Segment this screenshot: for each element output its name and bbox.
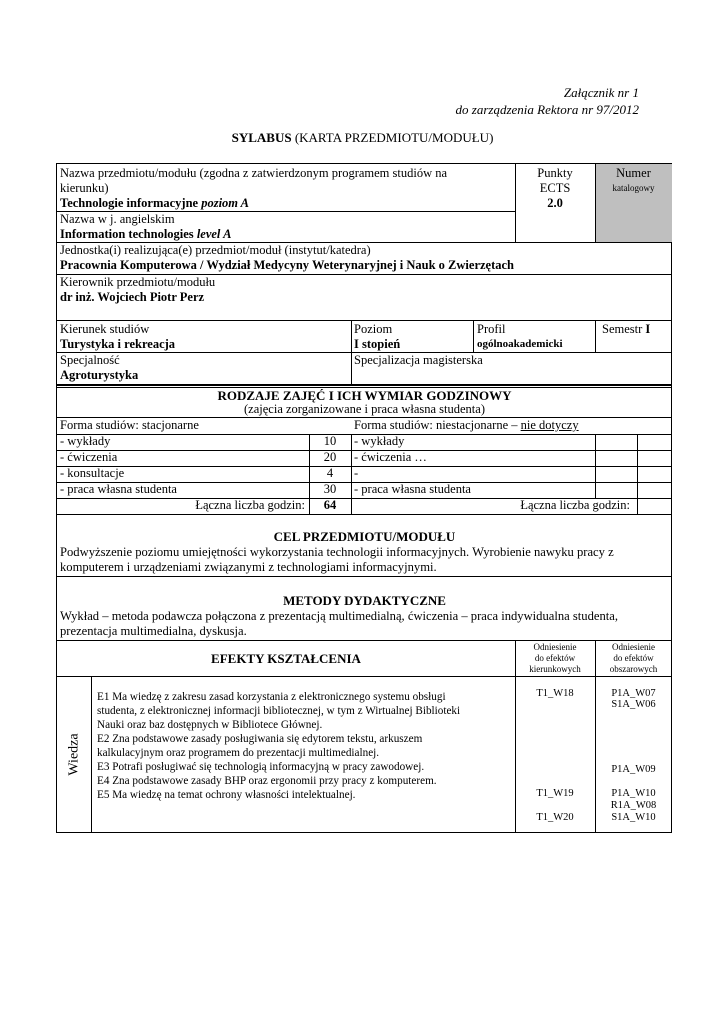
title-bold: SYLABUS <box>231 130 292 145</box>
goal-title: CEL PRZEDMIOTU/MODUŁU <box>273 529 456 544</box>
semester-label: Semestr <box>602 322 643 336</box>
kier-code: T1_W19 <box>536 788 574 799</box>
effects-title: EFEKTY KSZTAŁCENIA <box>211 651 361 666</box>
kier-header-2: do efektów <box>534 653 576 663</box>
rector-order: do zarządzenia Rektora nr 97/2012 <box>455 102 639 117</box>
semester <box>602 322 650 337</box>
hours-row-left: - praca własna studenta <box>60 482 177 496</box>
course-name-label-1: Nazwa przedmiotu/modułu (zgodna z zatwierdzonym programem studiów na <box>60 166 448 180</box>
effect-line: E4 Zna podstawowe zasady BHP oraz ergonomii przy pracy z komputerem. <box>97 775 437 787</box>
obsz-code: P1A_W09 <box>611 764 656 775</box>
ects-label-2: ECTS <box>539 181 571 195</box>
methods-title: METODY DYDAKTYCZNE <box>283 593 446 608</box>
hours-title: RODZAJE ZAJĘĆ I ICH WYMIAR GODZINOWY <box>217 388 512 403</box>
obsz-code: P1A_W07 <box>611 688 656 699</box>
hours-row-right: - praca własna studenta <box>354 482 471 496</box>
hours-row-right: - <box>354 466 359 480</box>
english-name-value <box>60 227 231 242</box>
unit-value: Pracownia Komputerowa / Wydział Medycyny Weterynaryjnej i Nauk o Zwierzętach <box>60 258 514 272</box>
course-name-value <box>60 196 249 211</box>
part-time-note: nie dotyczy <box>520 418 579 432</box>
hours-subtitle: (zajęcia zorganizowane i praca własna studenta) <box>244 402 485 416</box>
effect-line: E2 Zna podstawowe zasady posługiwania się edytorem tekstu, arkuszem <box>97 733 423 745</box>
profile-label: Profil <box>477 322 506 336</box>
field-value: Turystyka i rekreacja <box>60 337 176 351</box>
hours-row-right: - ćwiczenia … <box>354 450 427 464</box>
field-label: Kierunek studiów <box>60 322 150 336</box>
methods-line-1: Wykład – metoda podawcza połączona z prezentacją multimedialną, ćwiczenia – praca indywidualna studenta, <box>60 609 619 623</box>
ects-value: 2.0 <box>547 196 563 210</box>
unit-label: Jednostka(i) realizująca(e) przedmiot/moduł (instytut/katedra) <box>60 243 371 257</box>
part-time-text: Forma studiów: niestacjonarne – <box>354 418 518 432</box>
attachment-note <box>456 84 639 118</box>
profile-value: ogólnoakademicki <box>477 338 563 350</box>
kier-header-1: Odniesienie <box>533 642 577 652</box>
course-name-main: Technologie informacyjne <box>60 196 199 210</box>
goal-line-1: Podwyższenie poziomu umiejętności wykorzystania technologii informacyjnych. Wyrobienie nawyku pracy z <box>60 545 614 559</box>
hours-row-value: 30 <box>323 482 337 496</box>
catalog-label-2: katalogowy <box>612 183 655 193</box>
part-time-label <box>354 418 579 433</box>
obsz-code: R1A_W08 <box>610 800 657 811</box>
effect-line: studenta, z elektronicznej informacji bibliotecznej, w tym z Wirtualnej Biblioteki <box>97 705 461 717</box>
ects-label-1: Punkty <box>537 166 573 180</box>
hours-row-left: - ćwiczenia <box>60 450 118 464</box>
obsz-header-1: Odniesienie <box>612 642 655 652</box>
obsz-code: P1A_W10 <box>611 788 656 799</box>
english-name-level: level A <box>196 227 232 241</box>
course-name-label-2: kierunku) <box>60 181 109 195</box>
effect-line: kalkulacyjnym oraz programem do prezentacji multimedialnej. <box>97 747 380 759</box>
methods-line-2: prezentacja multimedialna, dyskusja. <box>60 624 247 638</box>
hours-row-left: - konsultacje <box>60 466 125 480</box>
hours-row-left: - wykłady <box>60 434 111 448</box>
level-label: Poziom <box>354 322 393 336</box>
kier-header-3: kierunkowych <box>529 664 581 674</box>
head-label: Kierownik przedmiotu/modułu <box>60 275 216 289</box>
attachment-number: Załącznik nr 1 <box>563 85 639 100</box>
obsz-code: S1A_W06 <box>611 699 656 710</box>
effect-line: E1 Ma wiedzę z zakresu zasad korzystania z elektronicznego systemu obsługi <box>97 691 446 703</box>
hours-row-value: 20 <box>323 450 337 464</box>
spec-label: Specjalność <box>60 353 120 367</box>
total-value: 64 <box>323 498 337 512</box>
category-label: Wiedza <box>66 733 82 776</box>
course-name-level: poziom A <box>201 196 250 210</box>
kier-code: T1_W20 <box>536 812 574 823</box>
document-title <box>0 130 725 146</box>
spec-value: Agroturystyka <box>60 368 139 382</box>
full-time-label: Forma studiów: stacjonarne <box>60 418 199 432</box>
goal-line-2: komputerem i urządzeniami związanymi z technologiami informacyjnymi. <box>60 560 437 574</box>
syllabus-table <box>56 163 672 833</box>
obsz-header-3: obszarowych <box>609 664 658 674</box>
english-name-label: Nazwa w j. angielskim <box>60 212 175 226</box>
semester-value: I <box>645 322 651 336</box>
level-value: I stopień <box>354 337 401 351</box>
hours-row-right: - wykłady <box>354 434 405 448</box>
hours-row-value: 10 <box>323 434 337 448</box>
kier-code: T1_W18 <box>536 688 574 699</box>
obsz-header-2: do efektów <box>613 653 654 663</box>
total-label-left: Łączna liczba godzin: <box>195 498 305 512</box>
hours-row-value: 4 <box>326 466 334 480</box>
title-rest: (KARTA PRZEDMIOTU/MODUŁU) <box>294 130 494 145</box>
total-label-right: Łączna liczba godzin: <box>520 498 630 512</box>
head-value: dr inż. Wojciech Piotr Perz <box>60 290 205 304</box>
master-spec-label: Specjalizacja magisterska <box>354 353 483 367</box>
effect-line: E5 Ma wiedzę na temat ochrony własności intelektualnej. <box>97 789 356 801</box>
english-name-main: Information technologies <box>60 227 194 241</box>
effect-line: E3 Potrafi posługiwać się technologią informacyjną w pracy zawodowej. <box>97 761 425 773</box>
obsz-code: S1A_W10 <box>611 812 656 823</box>
catalog-label-1: Numer <box>616 166 651 180</box>
effect-line: Nauki oraz baz dostępnych w Bibliotece Głównej. <box>97 719 323 731</box>
